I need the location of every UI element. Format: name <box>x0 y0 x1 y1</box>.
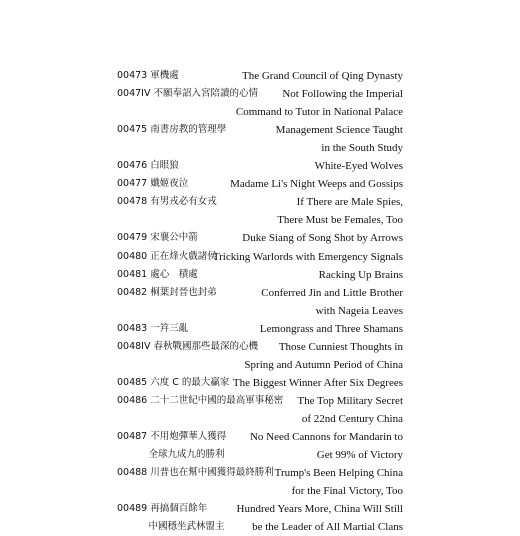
entry-chinese-title: 00485 六度 C 的最大贏家 <box>117 376 230 388</box>
index-entry-row <box>0 392 520 410</box>
entry-english-title: for the Final Victory, Too <box>291 485 403 498</box>
index-entry-row <box>0 518 520 536</box>
entry-english-title: Command to Tutor in National Palace <box>235 106 403 119</box>
index-entry-row <box>0 103 520 121</box>
index-entry-row <box>0 121 520 139</box>
entry-chinese-title: 00482 桐葉封晉也封弟 <box>117 286 217 298</box>
entry-chinese-title: 00489 再搞個百餘年 <box>117 503 208 515</box>
entry-chinese-title: 中國穩坐武林盟主 <box>117 521 225 533</box>
entry-chinese-title: 00473 軍機處 <box>117 70 179 81</box>
entry-english-title: Management Science Taught <box>275 124 403 137</box>
index-entry-row <box>0 428 520 446</box>
entry-chinese-title: 0047IV 不願奉詔入宮陪讀的心情 <box>117 88 258 100</box>
entry-english-title: White-Eyed Wolves <box>314 160 403 173</box>
entry-english-title: Tricking Warlords with Emergency Signals <box>212 250 403 263</box>
entry-english-title: Madame Li's Night Weeps and Gossips <box>230 178 403 191</box>
entry-english-title: If There are Male Spies, <box>296 196 403 209</box>
entry-english-title: Racking Up Brains <box>318 268 403 281</box>
entry-chinese-title: 00475 南書房教的管理學 <box>117 124 227 136</box>
entry-chinese-title: 0048IV 春秋戰國那些最深的心機 <box>117 340 258 352</box>
entry-english-title: Duke Siang of Song Shot by Arrows <box>242 232 403 245</box>
index-entry-row <box>0 302 520 320</box>
entry-english-title: with Nageia Leaves <box>315 304 403 317</box>
entry-chinese-title: 00478 有男戎必有女戎 <box>117 196 217 208</box>
index-entry-row <box>0 266 520 284</box>
entry-chinese-title: 00479 宋襄公中箭 <box>117 232 198 244</box>
index-entry-row <box>0 500 520 518</box>
entry-english-title: Get 99% of Victory <box>316 449 403 462</box>
index-entry-row <box>0 248 520 266</box>
entry-english-title: No Need Cannons for Mandarin to <box>249 431 403 443</box>
entry-english-title: Not Following the Imperial <box>282 88 403 101</box>
index-entry-row <box>0 85 520 103</box>
entry-chinese-title: 00481 處心 積處 <box>117 268 198 280</box>
index-entry-row <box>0 374 520 392</box>
entry-english-title: The Biggest Winner After Six Degrees <box>232 376 403 389</box>
entry-chinese-title: 00486 二十二世紀中國的最高軍事秘密 <box>117 394 284 406</box>
entry-english-title: in the South Study <box>321 142 403 155</box>
entry-chinese-title: 00483 一筓三亂 <box>117 322 189 334</box>
entry-english-title: The Top Military Secret <box>297 394 403 407</box>
index-entry-row <box>0 67 520 85</box>
index-entry-row <box>0 139 520 157</box>
entry-chinese-title: 00488 川普也在幫中國獲得最終勝利 <box>117 467 274 479</box>
index-entry-row <box>0 211 520 229</box>
index-entry-row <box>0 446 520 464</box>
index-entry-row <box>0 193 520 211</box>
entry-english-title: be the Leader of All Martial Clans <box>252 521 403 534</box>
entry-english-title: Hundred Years More, China Will Still <box>236 503 403 516</box>
index-entry-row <box>0 284 520 302</box>
entry-english-title: The Grand Council of Qing Dynasty <box>242 70 403 82</box>
entry-english-title: Spring and Autumn Period of China <box>244 358 403 371</box>
entry-chinese-title: 00476 白眼狼 <box>117 160 179 172</box>
index-entry-row <box>0 410 520 428</box>
entry-chinese-title: 00480 正在烽火戲諸侯 <box>117 250 217 262</box>
index-entry-row <box>0 482 520 500</box>
entry-chinese-title: 00477 孅姬夜泣 <box>117 178 189 190</box>
entry-english-title: Lemongrass and Three Shamans <box>259 322 403 335</box>
entry-english-title: Those Cunniest Thoughts in <box>278 340 403 353</box>
entry-english-title: There Must be Females, Too <box>277 214 403 227</box>
index-entry-row <box>0 175 520 193</box>
entry-chinese-title: 00487 不用炮彈華人獲得 <box>117 431 227 442</box>
entry-english-title: Trump's Been Helping China <box>274 467 403 480</box>
index-entry-row <box>0 464 520 482</box>
entry-english-title: Conferred Jin and Little Brother <box>261 286 403 299</box>
index-entry-row <box>0 320 520 338</box>
entry-english-title: of 22nd Century China <box>301 412 403 425</box>
index-entry-row <box>0 157 520 175</box>
index-entry-row <box>0 338 520 356</box>
index-entry-row <box>0 356 520 374</box>
entry-chinese-title: 全球九成九的勝利 <box>117 449 225 461</box>
index-entry-row <box>0 229 520 247</box>
